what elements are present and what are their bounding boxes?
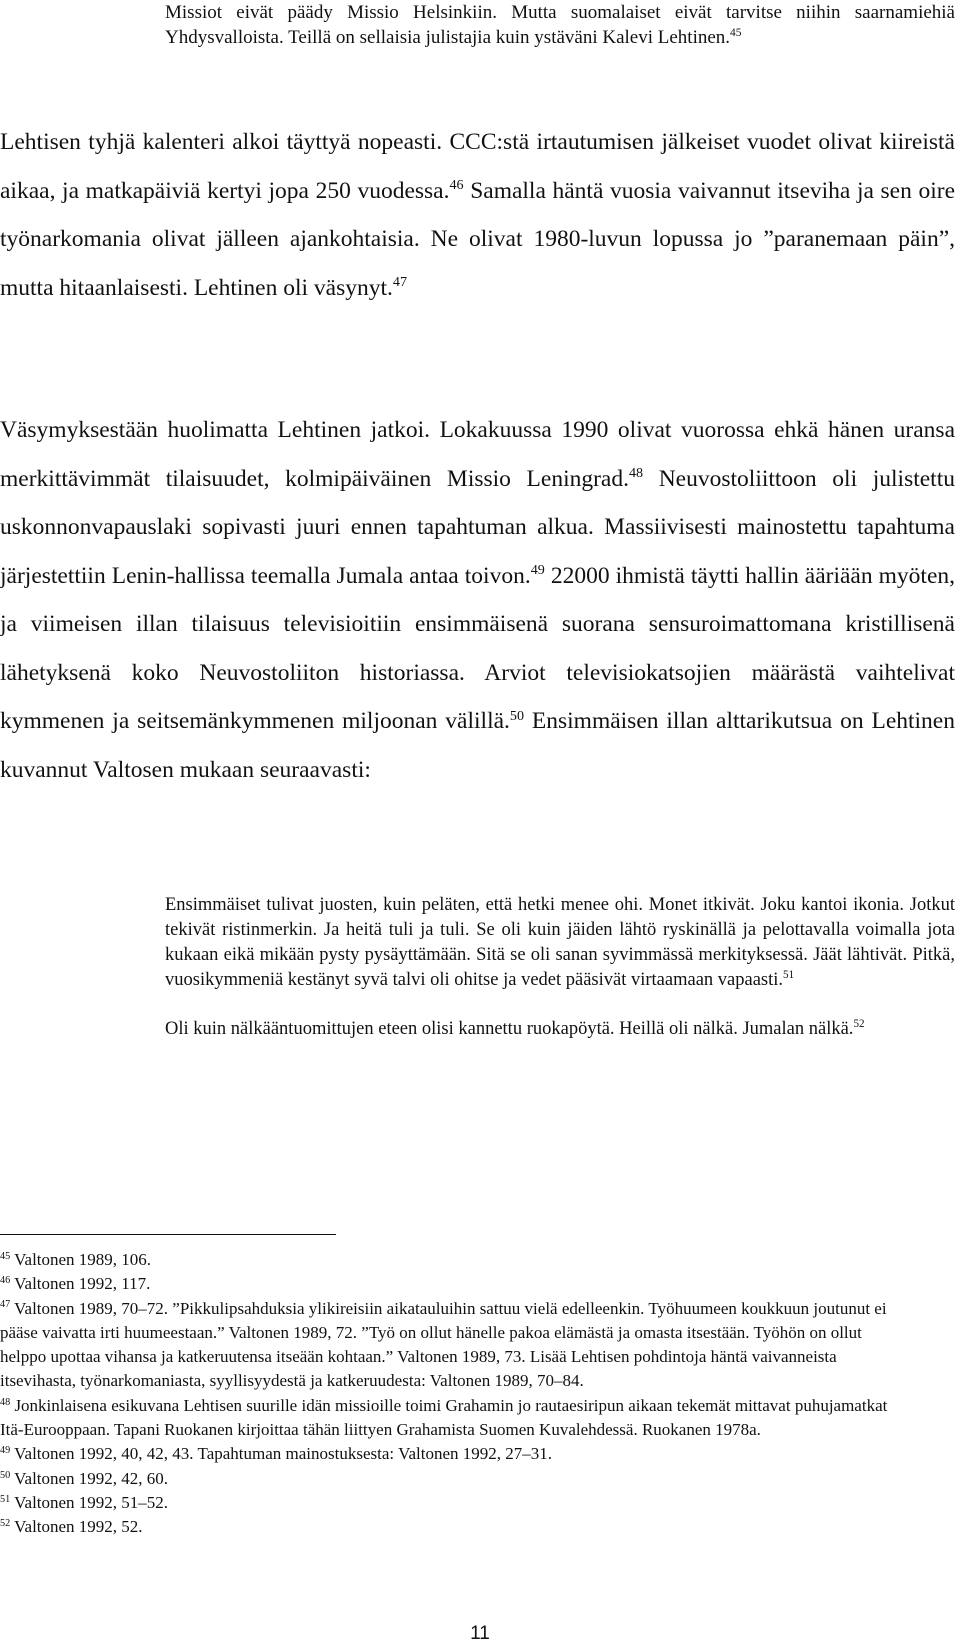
block-quote-2 <box>165 1017 955 1042</box>
footnote-text: Valtonen 1992, 42, 60. <box>10 1468 169 1488</box>
footnote-number: 50 <box>0 1469 11 1481</box>
footnote-number: 45 <box>0 1250 11 1262</box>
footnote-number: 48 <box>0 1396 11 1408</box>
paragraph-text: Samalla häntä vuosia vaivannut itseviha ja sen oire työnarkomania olivat jälleen ajankohtaisia. Ne olivat 1980-luvun lopussa jo ”paranemaan päin”, mutta hitaanlaisesti. Lehtinen oli väsynyt. <box>0 177 956 301</box>
footnote-number: 46 <box>0 1275 11 1287</box>
paragraph-text: Ensimmäisen illan alttarikutsua on Lehtinen kuvannut Valtosen mukaan seuraavasti: <box>0 708 955 783</box>
footnote <box>0 1515 905 1539</box>
paragraph-1 <box>0 118 955 312</box>
footnote-ref[interactable]: 47 <box>392 274 407 291</box>
footnote <box>0 1467 905 1491</box>
footnote <box>0 1394 905 1443</box>
footnote-ref[interactable]: 46 <box>449 177 464 194</box>
block-quote-1 <box>165 893 955 993</box>
footnote-ref[interactable]: 48 <box>629 465 644 482</box>
paragraph-2 <box>0 406 955 794</box>
footnote-text: Jonkinlaisena esikuvana Lehtisen suurille idän missioille toimi Grahamin jo rautaesiripun aikaan tekemät mittavat puhujamatkat Itä-Eurooppaan. Tapani Ruokanen kirjoittaa tähän liittyen Grahamista Suomen Kuvalehdessä. Ruokanen 1978a. <box>0 1395 888 1440</box>
footnote <box>0 1248 905 1272</box>
footnote-number: 51 <box>0 1493 11 1505</box>
paragraph-text: 22000 ihmistä täytti hallin ääriään myöten, ja viimeisen illan tilaisuus televisioitiin ensimmäisenä suorana sensuroimattomana kristillisenä lähetyksenä koko Neuvostoliiton historiassa. Arviot televisiokatsojien määrästä vaihtelivat kymmenen ja seitsemänkymmenen miljoonan välillä. <box>0 562 956 734</box>
footnote <box>0 1297 905 1394</box>
footnotes <box>0 1248 905 1540</box>
page-number: 11 <box>470 1623 490 1644</box>
footnote-text: Valtonen 1989, 106. <box>10 1250 152 1269</box>
footnote-ref[interactable]: 49 <box>530 562 545 579</box>
footnote-number: 49 <box>0 1445 11 1457</box>
footnote-number: 47 <box>0 1299 11 1311</box>
footnote-text: Valtonen 1992, 40, 42, 43. Tapahtuman mainostuksesta: Valtonen 1992, 27–31. <box>10 1444 553 1464</box>
footnote <box>0 1272 905 1296</box>
footnote-ref[interactable]: 45 <box>730 27 742 40</box>
footnote-ref[interactable]: 50 <box>509 707 524 724</box>
footnote-ref[interactable]: 52 <box>853 1018 865 1031</box>
paragraph-text: Väsymyksestään huolimatta Lehtinen jatkoi. Lokakuussa 1990 olivat vuorossa ehkä hänen uransa merkittävimmät tilaisuudet, kolmipäiväinen Missio Leningrad. <box>0 417 955 492</box>
footnote <box>0 1491 905 1515</box>
quote-text: Oli kuin nälkääntuomittujen eteen olisi kannettu ruokapöytä. Heillä oli nälkä. Jumalan nälkä. <box>165 1019 854 1039</box>
footnote-separator <box>0 1234 336 1235</box>
footnote-text: Valtonen 1992, 52. <box>10 1517 143 1537</box>
footnote-number: 52 <box>0 1518 11 1530</box>
footnote <box>0 1442 905 1466</box>
quote-text: Missiot eivät päädy Missio Helsinkiin. Mutta suomalaiset eivät tarvitse niihin saarnamiehiä Yhdysvalloista. Teillä on sellaisia julistajia kuin ystäväni Kalevi Lehtinen. <box>165 2 955 48</box>
footnote-text: Valtonen 1992, 117. <box>10 1274 151 1294</box>
footnote-ref[interactable]: 51 <box>783 969 795 982</box>
footnote-text: Valtonen 1992, 51–52. <box>10 1492 169 1512</box>
quote-text: Ensimmäiset tulivat juosten, kuin peläten, että hetki menee ohi. Monet itkivät. Joku kantoi ikonia. Jotkut tekivät ristinmerkin. Ja heitä tuli ja tuli. Se oli kuin jäiden lähtö ryskinällä ja pelottavalla voimalla jota kukaan eikä mikään pysty pysäyttämään. Sitä se oli sanan syvimmässä merkityksessä. Jäät lähtivät. Pitkä, vuosikymmeniä kestänyt syvä talvi oli ohitse ja vedet pääsivät virtaamaan vapaasti. <box>165 895 955 990</box>
footnote-text: Valtonen 1989, 70–72. ”Pikkulipsahduksia ylikireisiin aikatauluihin sattuu vielä edelleenkin. Työhuumeen koukkuun joutunut ei pääse vaivatta irti huumeestaan.” Valtonen 1989, 72. ”Työ on ollut hänelle pakoa elämästä ja omasta itsestään. Työhön on ollut helppo upottaa vihansa ja katkeruutensa itseään kohtaan.” Valtonen 1989, 73. Lisää Lehtisen pohdintoja häntä vaivanneista itsevihasta, työnarkomaniasta, syyllisyydestä ja katkeruudesta: Valtonen 1989, 70–84. <box>0 1298 887 1391</box>
paragraph-text: Neuvostoliittoon oli julistettu uskonnonvapauslaki sopivasti juuri ennen tapahtuman alkua. Massiivisesti mainostettu tapahtuma järjestettiin Lenin-hallissa teemalla Jumala antaa toivon. <box>0 465 955 589</box>
block-quote-top <box>165 0 955 50</box>
paragraph-text: Lehtisen tyhjä kalenteri alkoi täyttyä nopeasti. CCC:stä irtautumisen jälkeiset vuodet olivat kiireistä aikaa, ja matkapäiviä kertyi jopa 250 vuodessa. <box>0 129 955 204</box>
